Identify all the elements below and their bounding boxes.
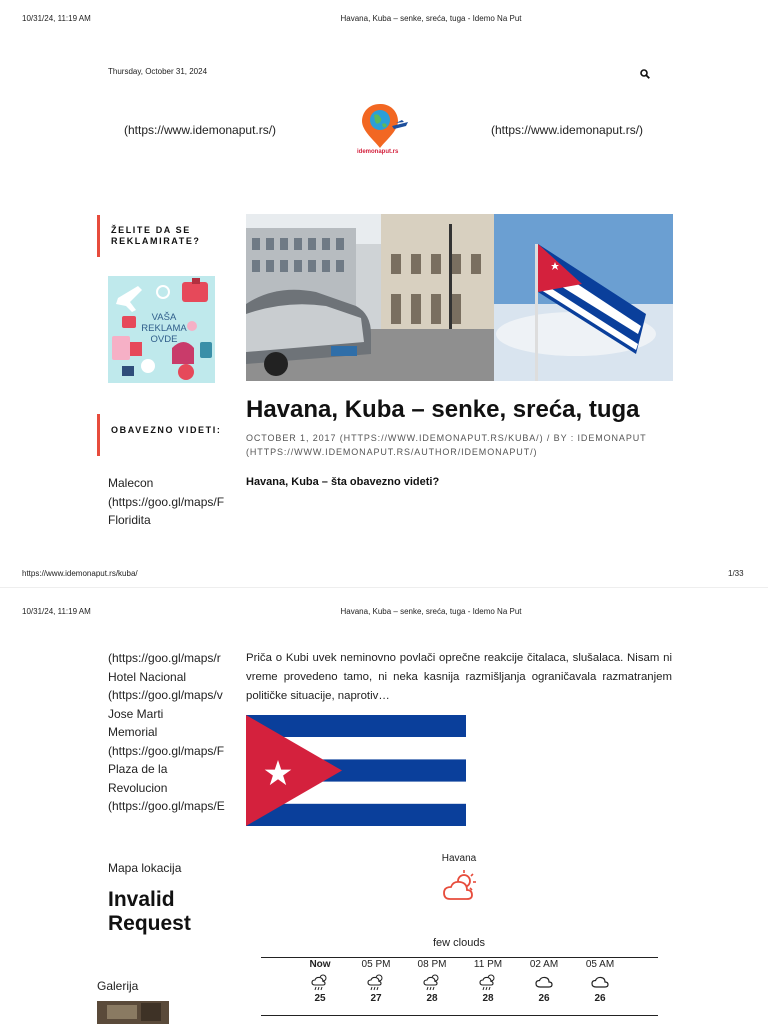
forecast-time: 05 AM xyxy=(585,959,615,970)
print-title-2: Havana, Kuba – senke, sreća, tuga - Idemo Na Put xyxy=(340,607,522,616)
search-icon[interactable] xyxy=(640,66,650,76)
print-footer-page: 1/33 xyxy=(728,569,744,578)
list-item[interactable]: Floridita xyxy=(108,513,151,527)
list-item[interactable]: Hotel Nacional xyxy=(108,669,187,684)
article-subheading: Havana, Kuba – šta obavezno videti? xyxy=(246,476,440,488)
cloud-sun-icon xyxy=(442,870,478,902)
cuba-flag-image xyxy=(246,715,466,826)
logo-pin-icon xyxy=(352,100,412,150)
must-see-heading: OBAVEZNO VIDETI: xyxy=(97,414,222,456)
rain-sun-icon xyxy=(311,973,329,991)
list-item[interactable]: Plaza de la xyxy=(108,762,168,776)
forecast-temp: 28 xyxy=(426,993,438,1004)
ad-banner[interactable] xyxy=(108,276,215,383)
topbar-date: Thursday, October 31, 2024 xyxy=(108,67,208,76)
header-left-link[interactable]: (https://www.idemonaput.rs/) xyxy=(124,123,277,137)
forecast-temp: 26 xyxy=(538,993,550,1004)
list-item[interactable]: (https://goo.gl/maps/r xyxy=(108,651,221,665)
forecast-temp: 26 xyxy=(594,993,606,1004)
weather-forecast xyxy=(292,959,628,1004)
header-right-link[interactable]: (https://www.idemonaput.rs/) xyxy=(491,123,644,137)
site-logo[interactable] xyxy=(352,100,412,162)
havana-street-image xyxy=(246,214,673,381)
forecast-time: 05 PM xyxy=(361,959,391,970)
must-see-list-p1 xyxy=(108,474,226,530)
hero-image xyxy=(246,214,673,381)
article-meta-line-2[interactable]: (HTTPS://WWW.IDEMONAPUT.RS/AUTHOR/IDEMONAPUT/) xyxy=(246,447,538,457)
must-see-list-p2 xyxy=(108,649,226,816)
list-item[interactable]: Jose Marti xyxy=(108,706,164,721)
page-separator xyxy=(0,587,768,588)
ad-heading: ŽELITE DA SE REKLAMIRATE? xyxy=(97,215,222,257)
list-item[interactable]: (https://goo.gl/maps/F xyxy=(108,743,225,758)
ad-banner-line-2: REKLAMA xyxy=(141,323,187,334)
ad-banner-line-1: VAŠA xyxy=(151,312,177,323)
rain-sun-icon xyxy=(367,973,385,991)
forecast-temp: 27 xyxy=(370,993,382,1004)
print-footer-url: https://www.idemonaput.rs/kuba/ xyxy=(22,569,138,578)
cloud-icon xyxy=(535,975,553,989)
cloud-icon xyxy=(591,975,609,989)
list-item[interactable]: Revolucion xyxy=(108,780,168,795)
logo-text: idemonaput.rs xyxy=(357,149,399,155)
forecast-temp: 28 xyxy=(482,993,494,1004)
forecast-hour xyxy=(572,959,628,1004)
article-meta xyxy=(246,431,676,459)
forecast-time: 02 AM xyxy=(529,959,559,970)
weather-city: Havana xyxy=(441,853,477,864)
list-item[interactable]: Malecon xyxy=(108,476,154,490)
weather-divider-bottom xyxy=(261,1015,658,1016)
ad-banner-line-3: OVDE xyxy=(150,334,178,345)
forecast-temp: 25 xyxy=(314,993,326,1004)
forecast-time: Now xyxy=(309,959,331,970)
weather-condition: few clouds xyxy=(433,937,485,949)
weather-main-icon xyxy=(442,870,478,902)
list-item[interactable]: Memorial xyxy=(108,725,158,739)
rain-sun-icon xyxy=(479,973,497,991)
list-item[interactable]: (https://goo.gl/maps/E xyxy=(108,799,225,813)
forecast-hour xyxy=(348,959,404,1004)
forecast-hour xyxy=(516,959,572,1004)
print-title: Havana, Kuba – senke, sreća, tuga - Idemo Na Put xyxy=(340,14,522,23)
rain-sun-icon xyxy=(423,973,441,991)
print-datetime-2: 10/31/24, 11:19 AM xyxy=(22,607,91,616)
map-label: Mapa lokacija xyxy=(108,861,182,875)
list-item[interactable]: (https://goo.gl/maps/F xyxy=(108,494,225,509)
article-intro: Priča o Kubi uvek neminovno povlači oprečne reakcije čitalaca, slušalaca. Nisam ni vreme provedeno tamo, ni neka kasnija razmišljanja ograničavala razmatranjem političke situacije, naprotiv… xyxy=(246,652,672,702)
article-meta-line-1[interactable]: OCTOBER 1, 2017 (HTTPS://WWW.IDEMONAPUT.RS/KUBA/) / BY : IDEMONAPUT xyxy=(246,433,647,443)
forecast-hour xyxy=(460,959,516,1004)
print-datetime: 10/31/24, 11:19 AM xyxy=(22,14,91,23)
article-title: Havana, Kuba – senke, sreća, tuga xyxy=(246,396,640,423)
invalid-request: Invalid Request xyxy=(108,888,191,935)
gallery-thumbnail[interactable] xyxy=(97,1001,169,1024)
forecast-hour xyxy=(292,959,348,1004)
forecast-time: 11 PM xyxy=(473,959,503,970)
forecast-time: 08 PM xyxy=(417,959,447,970)
forecast-hour xyxy=(404,959,460,1004)
weather-divider xyxy=(261,957,658,958)
list-item[interactable]: (https://goo.gl/maps/v xyxy=(108,688,223,702)
gallery-label: Galerija xyxy=(97,979,139,993)
